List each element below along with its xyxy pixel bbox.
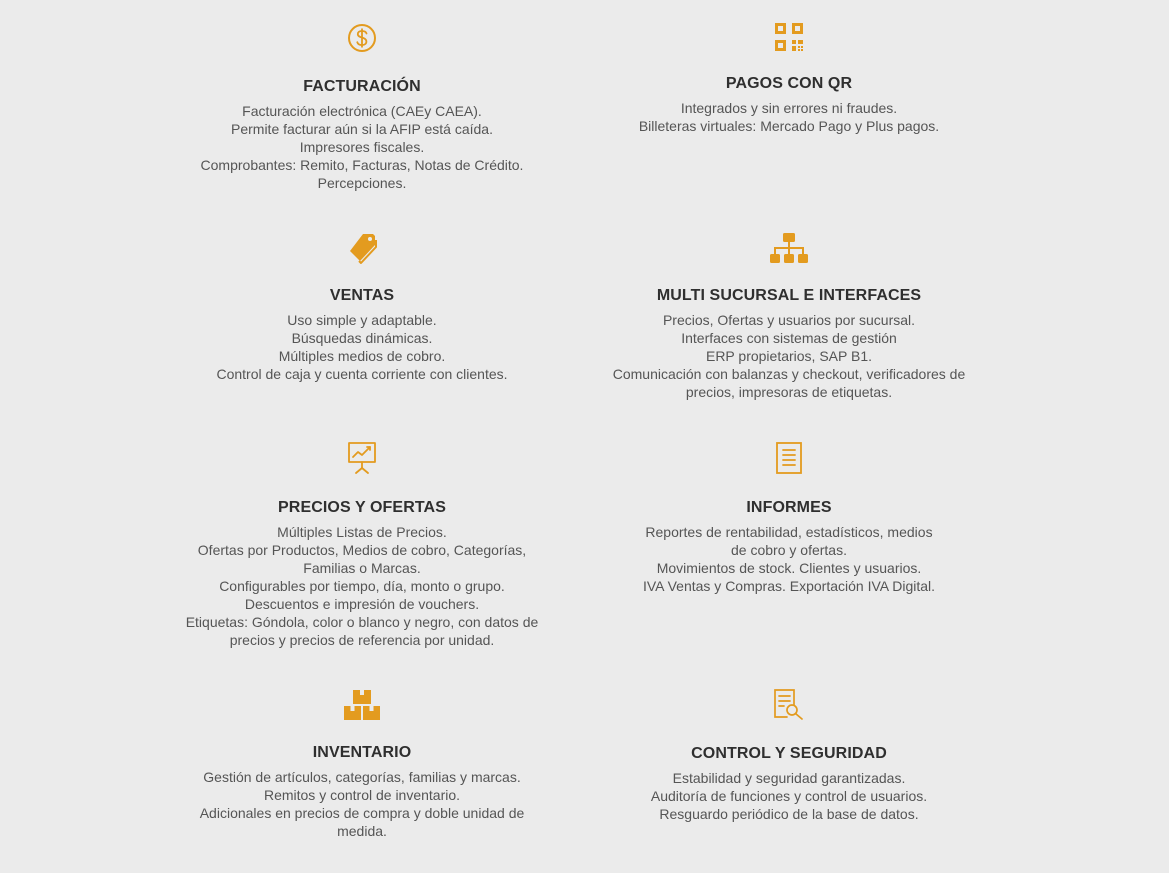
- feature-line: Facturación electrónica (CAEy CAEA).: [242, 103, 482, 119]
- feature-title: INVENTARIO: [312, 744, 412, 761]
- feature-line: IVA Ventas y Compras. Exportación IVA Digital.: [642, 578, 936, 594]
- feature-line: Auditoría de funciones y control de usuarios.: [650, 788, 928, 804]
- feature-title: PAGOS CON QR: [725, 75, 853, 92]
- sitemap-icon: [580, 232, 998, 266]
- feature-line: Gestión de artículos, categorías, familias y marcas.: [203, 769, 521, 785]
- feature-title: CONTROL Y SEGURIDAD: [691, 745, 887, 762]
- feature-description: [150, 102, 574, 192]
- feature-line: Comunicación con balanzas y checkout, verificadores de: [612, 366, 966, 382]
- feature-ventas: [150, 232, 574, 383]
- dollar-circle-icon: [150, 22, 574, 54]
- feature-line: Permite facturar aún si la AFIP está caída.: [231, 121, 493, 137]
- feature-line: Reportes de rentabilidad, estadísticos, medios: [645, 524, 933, 540]
- feature-line: Ofertas por Productos, Medios de cobro, Categorías,: [197, 542, 527, 558]
- feature-line: Etiquetas: Góndola, color o blanco y negro, con datos de: [185, 614, 539, 630]
- feature-description: [150, 311, 574, 383]
- feature-title: INFORMES: [746, 499, 832, 516]
- feature-line: ERP propietarios, SAP B1.: [705, 348, 873, 364]
- feature-line: medida.: [337, 823, 387, 839]
- feature-line: Control de caja y cuenta corriente con clientes.: [216, 366, 508, 382]
- feature-facturacion: [150, 22, 574, 192]
- feature-line: Percepciones.: [317, 175, 407, 191]
- document-lines-icon: [580, 441, 998, 475]
- boxes-icon: [150, 689, 574, 721]
- feature-line: Comprobantes: Remito, Facturas, Notas de Crédito.: [200, 157, 524, 173]
- feature-line: precios y precios de referencia por unidad.: [229, 632, 495, 648]
- feature-line: precios, impresoras de etiquetas.: [685, 384, 893, 400]
- feature-line: Remitos y control de inventario.: [263, 787, 461, 803]
- feature-precios-ofertas: [150, 441, 574, 649]
- feature-description: [580, 311, 998, 401]
- feature-line: Estabilidad y seguridad garantizadas.: [672, 770, 906, 786]
- feature-line: de cobro y ofertas.: [731, 542, 847, 558]
- feature-line: Múltiples medios de cobro.: [278, 348, 446, 364]
- feature-description: [580, 99, 998, 135]
- feature-line: Movimientos de stock. Clientes y usuarios.: [656, 560, 922, 576]
- presentation-chart-icon: [150, 441, 574, 475]
- feature-description: [580, 769, 998, 823]
- feature-line: Precios, Ofertas y usuarios por sucursal.: [662, 312, 916, 328]
- feature-line: Múltiples Listas de Precios.: [277, 524, 447, 540]
- feature-inventario: [150, 689, 574, 840]
- feature-line: Impresores fiscales.: [299, 139, 425, 155]
- qr-code-icon: [580, 22, 998, 52]
- feature-line: Familias o Marcas.: [303, 560, 421, 576]
- feature-description: [150, 523, 574, 649]
- feature-title: VENTAS: [329, 287, 395, 304]
- feature-multi-sucursal: [580, 232, 998, 401]
- feature-title: FACTURACIÓN: [303, 78, 421, 95]
- feature-line: Interfaces con sistemas de gestión: [681, 330, 897, 346]
- feature-line: Resguardo periódico de la base de datos.: [659, 806, 919, 822]
- tags-icon: [150, 232, 574, 266]
- feature-line: Adicionales en precios de compra y doble unidad de: [199, 805, 525, 821]
- feature-line: Configurables por tiempo, día, monto o grupo.: [219, 578, 505, 594]
- feature-title: MULTI SUCURSAL E INTERFACES: [656, 287, 922, 304]
- feature-title: PRECIOS Y OFERTAS: [278, 499, 446, 516]
- feature-description: [150, 768, 574, 840]
- feature-pagos-qr: [580, 22, 998, 135]
- feature-line: Uso simple y adaptable.: [287, 312, 437, 328]
- feature-control-seguridad: [580, 688, 998, 823]
- feature-informes: [580, 441, 998, 595]
- feature-line: Integrados y sin errores ni fraudes.: [680, 100, 898, 116]
- feature-line: Descuentos e impresión de vouchers.: [244, 596, 480, 612]
- feature-line: Billeteras virtuales: Mercado Pago y Plus pagos.: [638, 118, 940, 134]
- feature-line: Búsquedas dinámicas.: [291, 330, 433, 346]
- document-search-icon: [580, 688, 998, 720]
- feature-description: [580, 523, 998, 595]
